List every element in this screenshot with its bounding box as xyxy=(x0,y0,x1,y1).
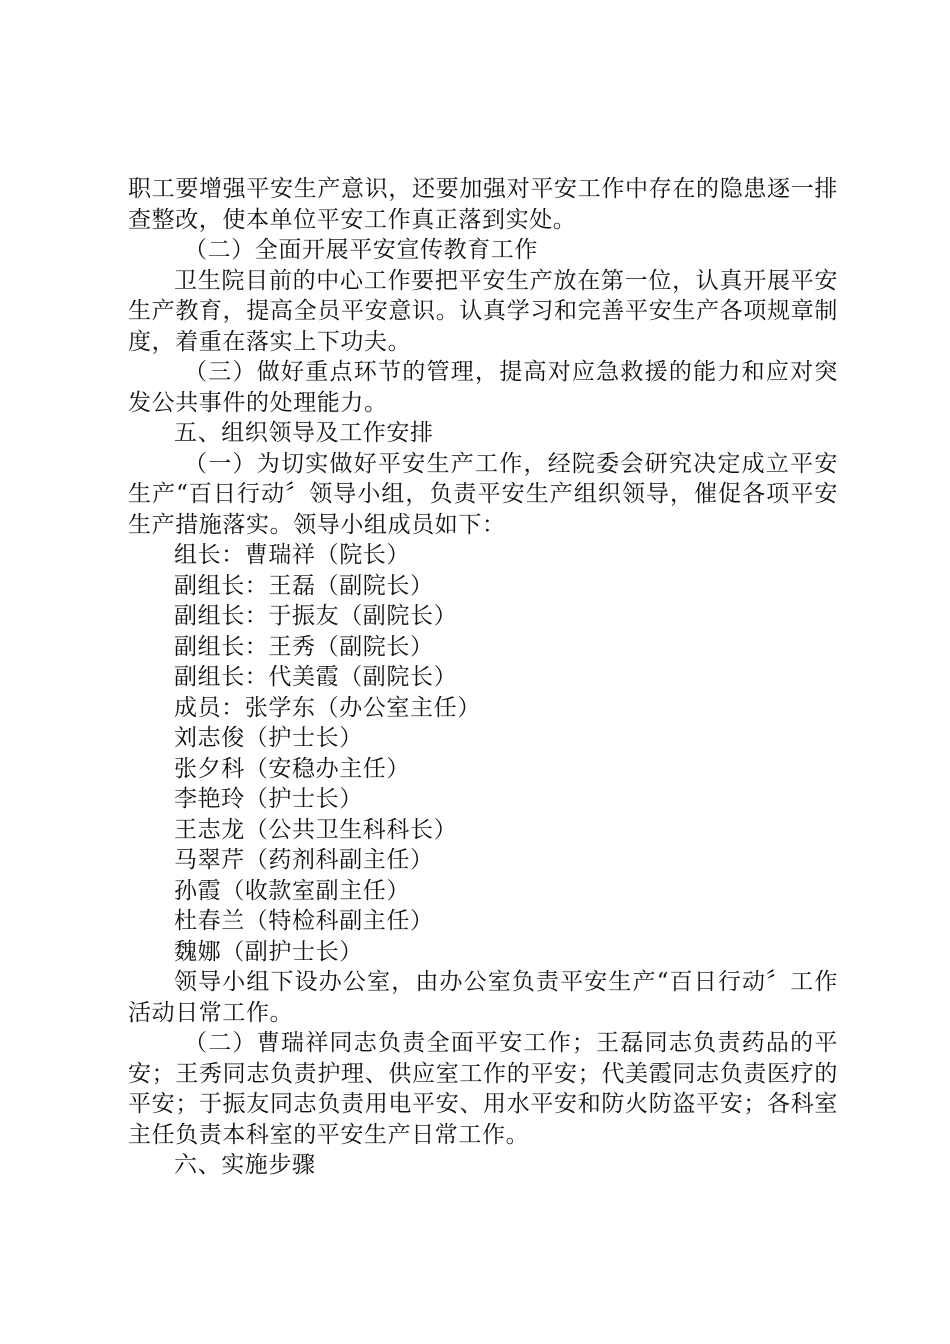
member-line: 刘志俊（护士长） xyxy=(174,725,363,751)
member-line: 魏娜（副护士长） xyxy=(174,938,363,965)
member-line: 副组长：王磊（副院长） xyxy=(174,572,434,599)
member-line: 李艳玲（护士长） xyxy=(174,786,363,812)
paragraph-education: 卫生院目前的中心工作要把平安生产放在第一位，认真开展平安生产教育，提高全员平安意识。认真学习和完善平安生产各项规章制度，着重在落实上下功夫。 xyxy=(128,267,838,355)
section-heading-publicity: （二）全面开展平安宣传教育工作 xyxy=(184,237,538,263)
member-line: 副组长：代美霞（副院长） xyxy=(174,664,458,690)
member-line: 杜春兰（特检科副主任） xyxy=(174,908,434,934)
paragraph-responsibilities: （二）曹瑞祥同志负责全面平安工作；王磊同志负责药品的平安；王秀同志负责护理、供应室工作的平安；代美霞同志负责医疗的平安；于振友同志负责用电平安、用水平安和防火防盗平安；各科室主任负责本科室的平安生产日常工作。 xyxy=(128,1030,838,1148)
member-line: 张夕科（安稳办主任） xyxy=(174,755,410,782)
member-line: 马翠芹（药剂科副主任） xyxy=(174,847,434,873)
member-line: 副组长：于振友（副院长） xyxy=(174,603,458,629)
member-line: 王志龙（公共卫生科科长） xyxy=(174,816,458,843)
paragraph-key-links: （三）做好重点环节的管理，提高对应急救援的能力和应对突发公共事件的处理能力。 xyxy=(128,359,838,416)
paragraph-continuation: 职工要增强平安生产意识，还要加强对平安工作中存在的隐患逐一排查整改，使本单位平安工作真正落到实处。 xyxy=(128,176,838,233)
member-line: 组长：曹瑞祥（院长） xyxy=(174,542,410,568)
document-body xyxy=(128,174,838,1181)
member-line: 成员：张学东（办公室主任） xyxy=(174,694,481,721)
section-heading-organization: 五、组织领导及工作安排 xyxy=(174,420,434,446)
section-heading-steps: 六、实施步骤 xyxy=(174,1152,316,1178)
paragraph-leading-group: （一）为切实做好平安生产工作，经院委会研究决定成立平安生产“百日行动〞领导小组，负责平安生产组织领导，催促各项平安生产措施落实。领导小组成员如下： xyxy=(128,450,838,538)
member-line: 副组长：王秀（副院长） xyxy=(174,633,434,660)
member-line: 孙霞（收款室副主任） xyxy=(174,877,410,904)
paragraph-office: 领导小组下设办公室，由办公室负责平安生产“百日行动〞工作活动日常工作。 xyxy=(128,969,838,1026)
